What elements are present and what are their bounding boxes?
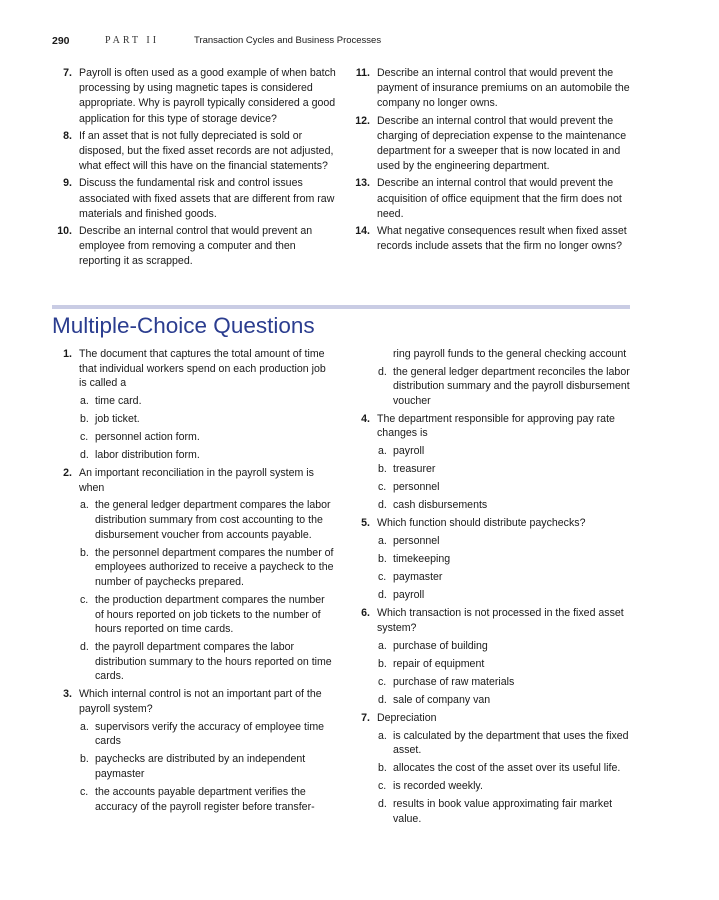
answer-option: a. purchase of building [378,639,488,652]
mcq-left-column [52,347,336,818]
review-question-7: 7. Payroll is often used as a good example of when batch processing by using magnetic tapes is considered appropriate. Why is payroll typically considered a good application for this type of storage device? [63,67,336,125]
mcq-question-5: 5. Which function should distribute paychecks? a. personnel b. timekeeping c. paymaster d. payroll [350,516,632,602]
answer-option: c. the accounts payable department verifies the accuracy of the payroll register before transfer- [80,786,315,813]
answer-option: a. payroll [378,445,425,458]
answer-option: c. the production department compares the number of hours reported on job tickets to the number of hours reported on time cards. [80,593,325,636]
answer-option: d. labor distribution form. [80,449,200,462]
review-question-13: 13. Describe an internal control that would prevent the acquisition of office equipment that the firm does not need. [355,177,622,220]
review-questions-left [52,66,336,272]
mcq-question-7: 7. Depreciation a. is calculated by the department that uses the fixed asset. b. allocates the cost of the asset over its useful life. c. is recorded weekly. d. results in book value approximating fair market value. [350,711,632,827]
mcq-question-6: 6. Which transaction is not processed in the fixed asset system? a. purchase of building b. repair of equipment c. purchase of raw materials d. sale of company van [350,606,632,707]
mcq-question-3: 3. Which internal control is not an important part of the payroll system? a. supervisors verify the accuracy of employee time cards b. paychecks are distributed by an independent paymaster c. the accounts payable department verifies the accuracy of the payroll register before transfer- [52,687,336,814]
answer-option: a. personnel [378,535,440,548]
mcq-question-4: 4. The department responsible for approving pay rate changes is a. payroll b. treasurer c. personnel d. cash disbursements [350,412,632,513]
answer-option: d. sale of company van [378,693,491,706]
answer-option: a. is calculated by the department that uses the fixed asset. [378,729,629,757]
review-question-10: 10. Describe an internal control that would prevent an employee from removing a computer and then reporting it as scrapped. [57,225,313,268]
answer-option: c. purchase of raw materials [378,675,515,688]
review-question-14: 14. What negative consequences result when fixed asset records include assets that the firm no longer owns? [355,225,627,253]
answer-option: d. results in book value approximating fair market value. [378,798,613,826]
answer-option: b. allocates the cost of the asset over its useful life. [378,762,621,775]
answer-option: d. the payroll department compares the labor distribution summary to the hours reported on time cards. [80,641,332,683]
section-heading: Multiple-Choice Questions [52,313,315,338]
answer-option: c. personnel action form. [80,430,200,443]
review-questions-right [350,66,632,256]
answer-option: b. the personnel department compares the number of employees authorized to receive a paycheck to the number of paychecks prepared. [80,546,334,588]
mcq-question-2: 2. An important reconciliation in the payroll system is when a. the general ledger department compares the labor distribution summary from cost accounting to the disbursement voucher from accounts payable. b. the personnel department compares the number of employees authorized to receive a paycheck to the number of paychecks prepared. c. the production department compares the number of hours reported on job tickets to the number of hours reported on time cards. d. the payroll department compares the labor distribution summary to the hours reported on time cards. [52,466,336,684]
answer-option: d. cash disbursements [378,499,488,512]
answer-option: b. job ticket. [80,412,140,425]
answer-option: a. supervisors verify the accuracy of employee time cards [80,720,325,748]
part-label: PART II [105,35,160,46]
answer-option: c. is recorded weekly. [378,780,483,793]
answer-option: a. time card. [80,394,142,407]
answer-option: d. the general ledger department reconciles the labor distribution summary and the payroll disbursement voucher [378,365,630,407]
mcq-right-column [350,347,632,830]
section-divider [52,305,630,309]
answer-option: b. paychecks are distributed by an independent paymaster [80,753,306,780]
review-question-12: 12. Describe an internal control that would prevent the charging of depreciation expense to the maintenance department for a sweeper that is now located in and used by the engineering department. [355,114,627,173]
chapter-title: Transaction Cycles and Business Processes [194,35,382,46]
page-header [0,35,719,49]
mcq-question-1: 1. The document that captures the total amount of time that individual workers spend on each production job is called a a. time card. b. job ticket. c. personnel action form. d. labor distribution form. [52,347,336,463]
review-question-8: 8. If an asset that is not fully depreciated is sold or disposed, but the fixed asset records are not adjusted, what effect will this have on the financial statements? [63,129,334,173]
answer-option: b. treasurer [378,463,436,476]
answer-option: c. personnel [378,481,440,494]
page-number: 290 [52,35,70,47]
answer-option: c. paymaster [378,571,443,584]
review-question-11: 11. Describe an internal control that would prevent the payment of insurance premiums on an automobile the company no longer owns. [355,67,630,110]
answer-option: a. the general ledger department compares the labor distribution summary from cost accounting to the disbursement voucher from accounts payable. [80,499,331,541]
answer-option: b. repair of equipment [378,657,485,670]
answer-option: d. payroll [378,589,425,602]
answer-option: b. timekeeping [378,553,451,566]
review-question-9: 9. Discuss the fundamental risk and control issues associated with fixed assets that are different from raw materials and finished goods. [63,177,335,220]
continued-option-text: ring payroll funds to the general checking account [393,348,627,360]
